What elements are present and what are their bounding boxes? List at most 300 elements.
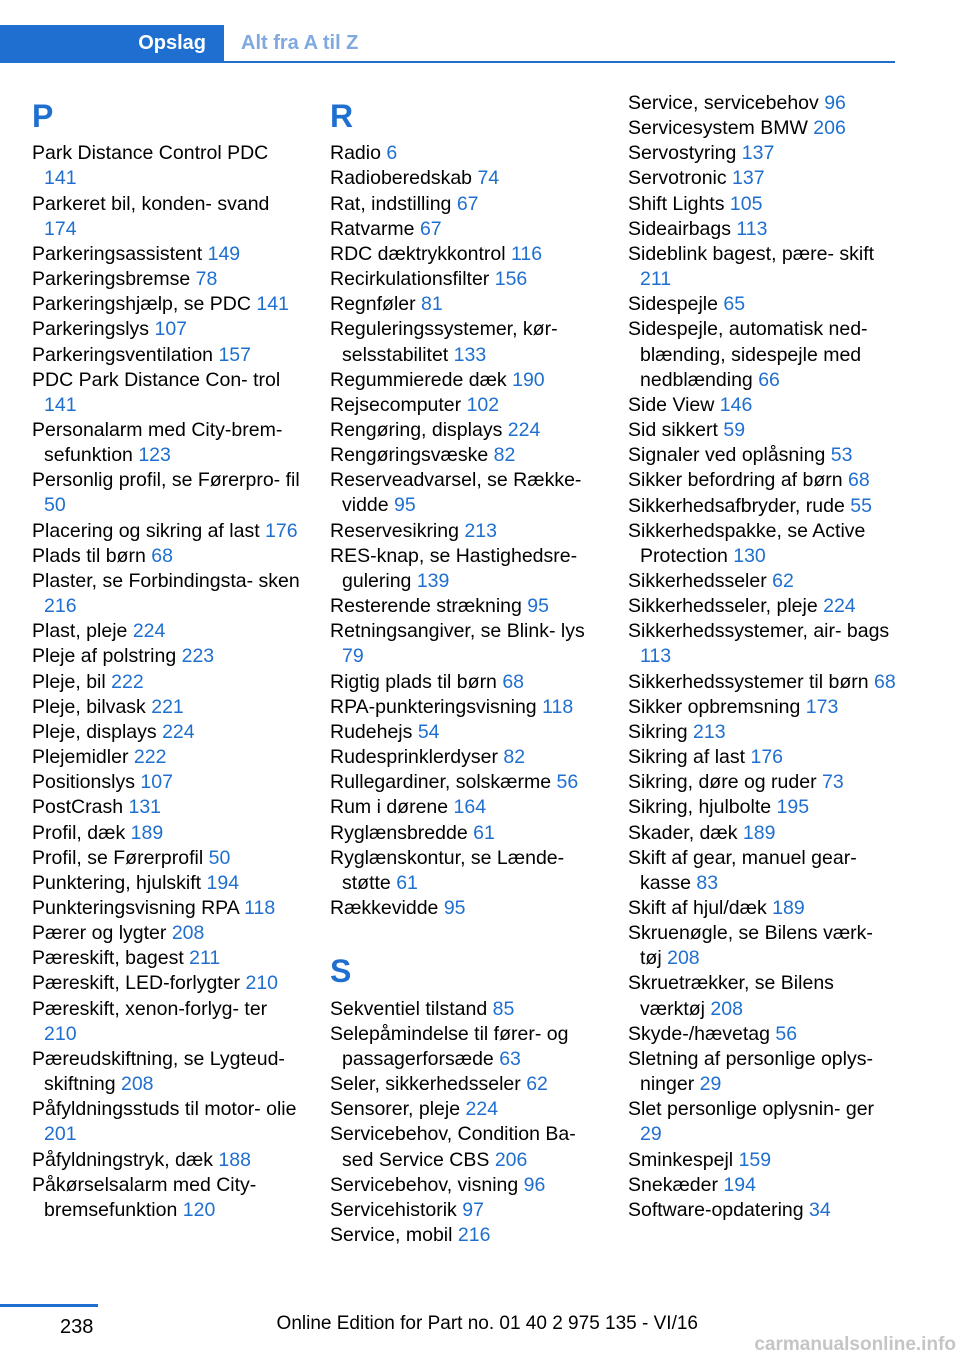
entry-text: Regnføler (330, 293, 416, 316)
page-link[interactable]: 216 (457, 1223, 491, 1246)
page-link[interactable]: 74 (477, 167, 500, 190)
entry-text: Profil, se Førerprofil (32, 846, 204, 869)
entry-text: Positionslys (32, 771, 135, 794)
index-entry (628, 745, 896, 770)
index-entry (330, 1198, 598, 1223)
entry-text: Rejsecomputer (330, 393, 462, 416)
page-link[interactable]: 123 (138, 444, 171, 467)
entry-text: Sideblink bagest, pære- skift (628, 242, 875, 265)
entry-text: Påkørselsalarm med City- bremsefunktion (32, 1173, 257, 1221)
entry-text: Pæreskift, xenon-forlyg- ter (32, 997, 268, 1020)
entry-text: Plast, pleje (32, 620, 128, 643)
index-entry (628, 91, 896, 116)
index-entry (32, 896, 300, 921)
entry-text: Sideairbags (628, 217, 731, 240)
index-entry (330, 770, 598, 795)
entry-text: Ratvarme (330, 217, 415, 240)
index-entry (32, 795, 300, 820)
entry-text: Signaler ved oplåsning (628, 444, 826, 467)
page-link[interactable]: 146 (719, 393, 753, 416)
entry-text: Sikker opbremsning (628, 695, 801, 718)
index-entry (628, 720, 896, 745)
page-link[interactable]: 211 (189, 947, 221, 970)
page-link[interactable]: 59 (723, 419, 746, 442)
index-column-1 (32, 91, 300, 1223)
page-link[interactable]: 62 (526, 1073, 548, 1096)
page-link[interactable]: 85 (492, 997, 515, 1020)
entry-text: Punktering, hjulskift (32, 871, 202, 894)
page-link[interactable]: 102 (466, 393, 500, 416)
entry-text: Punkteringsvisning RPA (32, 896, 239, 919)
index-column-3 (628, 91, 896, 1223)
page-link[interactable]: 216 (44, 595, 77, 618)
page-link[interactable]: 6 (386, 142, 398, 165)
entry-text: Retningsangiver, se Blink- lys (330, 620, 585, 643)
page-link[interactable]: 208 (667, 947, 700, 970)
index-entry (32, 1173, 300, 1223)
page-link[interactable]: 208 (171, 922, 205, 945)
index-entry (628, 1022, 896, 1047)
index-entry (628, 619, 896, 669)
entry-text: Servotronic (628, 167, 727, 190)
index-entry (32, 544, 300, 569)
page-link[interactable]: 73 (822, 771, 844, 794)
page-link[interactable]: 206 (813, 117, 846, 140)
page-link[interactable]: 189 (130, 821, 164, 844)
entry-text: Pleje af polstring (32, 645, 177, 668)
page-link[interactable]: 139 (416, 569, 450, 592)
page-link[interactable]: 67 (456, 192, 479, 215)
page-link[interactable]: 96 (824, 92, 846, 114)
entry-text: Personlig profil, se Førerpro- fil (32, 469, 300, 492)
index-entry (628, 1148, 896, 1173)
index-entry (628, 242, 896, 292)
entry-text: Sletning af personlige oplys- ninger (628, 1047, 873, 1096)
page-link[interactable]: 195 (776, 796, 810, 819)
index-entry (330, 1223, 598, 1248)
index-entry (628, 393, 896, 418)
entry-text: Påfyldningsstuds til motor- olie (32, 1098, 297, 1121)
page-link[interactable]: 95 (394, 494, 416, 517)
entry-text: Parkeringsventilation (32, 343, 214, 366)
entry-text: Sensorer, pleje (330, 1098, 461, 1121)
index-entry (628, 594, 896, 619)
page-link[interactable]: 63 (499, 1047, 521, 1070)
entry-text: Sidespejle (628, 293, 718, 316)
page-link[interactable]: 211 (640, 268, 672, 291)
entry-text: Selepåmindelse til fører- og passagerforsæde (330, 1022, 569, 1070)
index-entry (330, 192, 598, 217)
index-column-2 (330, 91, 598, 1248)
page-link[interactable]: 224 (132, 620, 166, 643)
entry-text: Rengøring, displays (330, 419, 503, 442)
index-entry (330, 821, 598, 846)
entry-text: Profil, dæk (32, 821, 126, 844)
page-link[interactable]: 157 (218, 343, 251, 366)
index-entry (330, 1097, 598, 1122)
index-entry (628, 921, 896, 971)
entry-text: Parkeringsassistent (32, 242, 203, 265)
entry-text: Ryglænskontur, se Lænde- støtte (330, 846, 565, 894)
index-entry (330, 795, 598, 820)
entry-text: Sid sikkert (628, 419, 718, 442)
entry-text: Sikring, døre og ruder (628, 771, 817, 794)
index-entry (330, 393, 598, 418)
index-entry (628, 217, 896, 242)
section-letter: S (330, 953, 352, 990)
entry-text: Rigtig plads til børn (330, 670, 497, 693)
section-letter: R (330, 98, 354, 134)
page-link[interactable]: 208 (710, 997, 743, 1020)
index-entry (628, 468, 896, 493)
page-link[interactable]: 224 (823, 595, 856, 618)
page-link[interactable]: 55 (850, 494, 872, 517)
page-link[interactable]: 222 (111, 670, 144, 693)
index-entry (330, 519, 598, 544)
page-link[interactable]: 95 (443, 896, 466, 919)
page-link[interactable]: 107 (154, 318, 188, 341)
entry-text: RES-knap, se Hastighedsre- gulering (330, 544, 578, 592)
index-entry (330, 997, 598, 1022)
footer-rule (0, 1304, 98, 1307)
entry-text: Servicehistorik (330, 1198, 457, 1221)
entry-text: Park Distance Control PDC (32, 142, 269, 165)
page-link[interactable]: 65 (723, 293, 746, 316)
index-entry (330, 896, 598, 921)
entry-text: Skyde-/hævetag (628, 1022, 770, 1045)
entry-text: Pærer og lygter (32, 922, 167, 945)
page-link[interactable]: 97 (462, 1198, 484, 1221)
page-link[interactable]: 29 (640, 1123, 662, 1146)
entry-text: Sikring af last (628, 746, 746, 769)
entry-text: Pæreskift, bagest (32, 947, 184, 970)
page-link[interactable]: 210 (44, 1022, 77, 1045)
page-link[interactable]: 208 (120, 1073, 154, 1096)
index-entry (628, 494, 896, 519)
page-header (0, 25, 895, 63)
index-entry (32, 821, 300, 846)
index-entry (330, 695, 598, 720)
entry-text: Rudehejs (330, 720, 413, 743)
page-link[interactable]: 156 (494, 268, 528, 291)
page-link[interactable]: 141 (44, 167, 77, 190)
page-link[interactable]: 56 (775, 1022, 798, 1045)
page-link[interactable]: 29 (699, 1073, 722, 1096)
entry-text: Parkeringslys (32, 318, 150, 341)
page-link[interactable]: 210 (245, 972, 279, 995)
page-link[interactable]: 224 (162, 720, 195, 743)
entry-text: Software-opdatering (628, 1198, 804, 1221)
page-link[interactable]: 67 (419, 217, 442, 240)
entry-text: Skruetrækker, se Bilens værktøj (628, 972, 834, 1020)
page-link[interactable]: 137 (741, 142, 775, 165)
index-entry (628, 192, 896, 217)
page-link[interactable]: 194 (723, 1173, 756, 1196)
entry-text: Påfyldningstryk, dæk (32, 1148, 213, 1171)
entry-text: Pleje, bilvask (32, 695, 146, 718)
entry-text: Pæreudskiftning, se Lygteud- skiftning (32, 1047, 285, 1096)
entry-text: Pleje, bil (32, 670, 106, 693)
page-link[interactable]: 81 (421, 293, 443, 316)
page-link[interactable]: 68 (151, 544, 173, 567)
entry-text: Slet personlige oplysnin- ger (628, 1098, 875, 1121)
page-link[interactable]: 224 (465, 1098, 499, 1121)
entry-text: Servicebehov, visning (330, 1173, 519, 1196)
page-link[interactable]: 137 (732, 167, 765, 190)
entry-text: Reguleringssystemer, kør- selsstabilitet (330, 318, 558, 366)
page-link[interactable]: 190 (512, 368, 545, 391)
index-entry (330, 141, 598, 166)
header-rule (0, 61, 895, 63)
page-link[interactable]: 82 (503, 746, 526, 769)
page-link[interactable]: 130 (733, 544, 766, 567)
entry-text: Snekæder (628, 1173, 718, 1196)
index-entry (628, 519, 896, 569)
page-link[interactable]: 95 (527, 595, 549, 618)
page-link[interactable]: 113 (736, 217, 768, 240)
index-entry (330, 242, 598, 267)
index-entry (32, 619, 300, 644)
page-link[interactable]: 176 (750, 746, 784, 769)
entry-text: Radio (330, 142, 381, 165)
section-letter: P (32, 98, 54, 134)
page-link[interactable]: 116 (510, 242, 543, 265)
index-entry (32, 1047, 300, 1097)
page-link[interactable]: 120 (182, 1198, 216, 1221)
page-link[interactable]: 50 (44, 494, 66, 517)
index-entry (628, 971, 896, 1021)
entry-text: Servostyring (628, 142, 737, 165)
page-link[interactable]: 213 (464, 519, 497, 542)
entry-text: Sikring (628, 720, 688, 743)
entry-text: Parkeringsbremse (32, 268, 191, 291)
entry-text: Rat, indstilling (330, 192, 452, 215)
page-link[interactable]: 222 (133, 746, 167, 769)
index-entry (32, 745, 300, 770)
entry-text: Sikkerhedssystemer, air- bags (628, 620, 890, 643)
index-entry (32, 946, 300, 971)
index-entry (628, 821, 896, 846)
page-link[interactable]: 223 (181, 645, 215, 668)
page-link[interactable]: 189 (742, 821, 776, 844)
index-entry (628, 443, 896, 468)
index-entry (32, 770, 300, 795)
index-entry (330, 619, 598, 669)
page-link[interactable]: 34 (809, 1198, 831, 1221)
index-entry (330, 1072, 598, 1097)
page-link[interactable]: 189 (772, 897, 805, 919)
page-link[interactable]: 188 (218, 1148, 251, 1171)
page-link[interactable]: 62 (772, 569, 794, 592)
edition-text: Online Edition for Part no. 01 40 2 975 135 - VI/16 (276, 1313, 698, 1334)
index-entry (628, 1173, 896, 1198)
index-entry (32, 871, 300, 896)
page-link[interactable]: 53 (830, 444, 853, 467)
entry-text: Servicesystem BMW (628, 117, 808, 140)
entry-text: Seler, sikkerhedsseler (330, 1073, 521, 1096)
page-link[interactable]: 54 (417, 720, 440, 743)
index-entry (330, 745, 598, 770)
page-link[interactable]: 61 (396, 871, 418, 894)
page-link[interactable]: 50 (208, 846, 231, 869)
index-entry (330, 217, 598, 242)
entry-text: Skader, dæk (628, 821, 738, 844)
page-link[interactable]: 141 (44, 393, 77, 416)
index-entry (628, 795, 896, 820)
page-link[interactable]: 96 (523, 1173, 546, 1196)
entry-text: Skruenøgle, se Bilens værk- tøj (628, 922, 873, 970)
entry-text: Resterende strækning (330, 595, 522, 618)
entry-text: Sminkespejl (628, 1148, 734, 1171)
index-entry (32, 267, 300, 292)
tab-alt-fra-a-til-z[interactable]: Alt fra A til Z (241, 32, 359, 54)
page-link[interactable]: 159 (738, 1148, 772, 1171)
index-entry (330, 1173, 598, 1198)
page-link[interactable]: 224 (507, 419, 541, 442)
entry-text: Radioberedskab (330, 167, 473, 190)
entry-text: Shift Lights (628, 192, 725, 215)
index-entry (330, 368, 598, 393)
page-link[interactable]: 107 (140, 771, 173, 794)
index-entry (32, 921, 300, 946)
index-entry (330, 1022, 598, 1072)
entry-text: Sekventiel tilstand (330, 997, 488, 1020)
page-link[interactable]: 105 (729, 192, 763, 215)
index-entry (32, 141, 300, 191)
entry-text: Skift af gear, manuel gear- kasse (628, 846, 857, 894)
page-link[interactable]: 133 (453, 343, 487, 366)
index-entry (330, 317, 598, 367)
index-entry (628, 770, 896, 795)
entry-text: Pæreskift, LED-forlygter (32, 972, 241, 995)
entry-text: Service, mobil (330, 1223, 453, 1246)
index-entry (628, 317, 896, 392)
page-link[interactable]: 68 (848, 469, 870, 492)
index-entry (628, 166, 896, 191)
index-entry (628, 670, 896, 695)
index-entry (32, 695, 300, 720)
page-link[interactable]: 66 (758, 368, 780, 391)
index-entry (628, 1047, 896, 1097)
entry-text: Servicebehov, Condition Ba- sed Service CBS (330, 1123, 576, 1171)
index-entry (628, 1198, 896, 1223)
index-entry (330, 594, 598, 619)
index-entry (330, 846, 598, 896)
page-link[interactable]: 68 (502, 670, 525, 693)
index-entry (628, 418, 896, 443)
index-entry (32, 1148, 300, 1173)
page-link[interactable]: 201 (44, 1123, 77, 1146)
entry-text: Recirkulationsfilter (330, 268, 490, 291)
index-entry (32, 1097, 300, 1147)
index-entry (32, 192, 300, 242)
index-entry (32, 720, 300, 745)
entry-text: Sikring, hjulbolte (628, 796, 772, 819)
index-entry (330, 267, 598, 292)
watermark: carmanualsonline.info (754, 1334, 956, 1355)
entry-text: Reservesikring (330, 519, 459, 542)
page-link[interactable]: 149 (207, 242, 241, 265)
page-link[interactable]: 61 (473, 821, 495, 844)
entry-text: Plads til børn (32, 544, 146, 567)
entry-text: Sikkerhedssystemer til børn (628, 670, 869, 693)
index-entry (32, 519, 300, 544)
index-entry (32, 670, 300, 695)
entry-text: PostCrash (32, 796, 124, 819)
index-entry (330, 670, 598, 695)
entry-text: Rækkevidde (330, 896, 439, 919)
entry-text: PDC Park Distance Con- trol (32, 368, 281, 391)
page-link[interactable]: 78 (195, 268, 218, 291)
index-entry (32, 368, 300, 418)
page-number: 238 (60, 1316, 94, 1338)
page-link[interactable]: 221 (151, 695, 184, 718)
index-entry (32, 846, 300, 871)
page-link[interactable]: 56 (556, 771, 579, 794)
page-link[interactable]: 113 (640, 645, 672, 668)
entry-text: Plejemidler (32, 746, 129, 769)
entry-text: Personalarm med City-brem- sefunktion (32, 419, 283, 467)
page-link[interactable]: 164 (453, 796, 487, 819)
page-link[interactable]: 131 (128, 796, 162, 819)
index-entry (330, 166, 598, 191)
page-link[interactable]: 141 (256, 293, 289, 316)
index-entry (330, 443, 598, 468)
entry-text: Parkeringshjælp, se PDC (32, 293, 251, 316)
entry-text: Plaster, se Forbindingsta- sken (32, 569, 300, 592)
page-link[interactable]: 118 (542, 695, 574, 718)
entry-text: Regummierede dæk (330, 368, 507, 391)
index-entry (32, 468, 300, 518)
page-link[interactable]: 82 (493, 444, 516, 467)
page-link[interactable]: 118 (244, 896, 276, 919)
entry-text: Sidespejle, automatisk ned- blænding, sidespejle med nedblænding (628, 318, 868, 391)
entry-text: Service, servicebehov (628, 92, 819, 114)
page-link[interactable]: 174 (44, 217, 77, 240)
index-entry (628, 695, 896, 720)
page-link[interactable]: 79 (342, 645, 364, 668)
page-link[interactable]: 194 (206, 871, 240, 894)
index-entry (32, 569, 300, 619)
tab-opslag[interactable]: Opslag (0, 25, 224, 63)
entry-text: Ryglænsbredde (330, 821, 468, 844)
index-entry (628, 292, 896, 317)
entry-text: Rum i dørene (330, 796, 449, 819)
index-entry (628, 116, 896, 141)
page-link[interactable]: 176 (265, 519, 298, 542)
entry-text: RPA-punkteringsvisning (330, 695, 537, 718)
index-entry (330, 418, 598, 443)
page-link[interactable]: 213 (693, 720, 726, 743)
index-entry (32, 644, 300, 669)
page-link[interactable]: 68 (874, 670, 896, 693)
index-entry (32, 242, 300, 267)
entry-text: Rudesprinklerdyser (330, 746, 498, 769)
index-entry (628, 896, 896, 921)
page-link[interactable]: 83 (696, 871, 719, 894)
index-entry (628, 569, 896, 594)
index-entry (32, 418, 300, 468)
page-link[interactable]: 173 (805, 695, 839, 718)
index-entry (628, 1097, 896, 1147)
entry-text: Sikkerhedspakke, se Active Protection (628, 519, 866, 567)
index-entry (32, 343, 300, 368)
index-entry (32, 292, 300, 317)
page-link[interactable]: 206 (494, 1148, 528, 1171)
index-entry (330, 292, 598, 317)
entry-text: Rengøringsvæske (330, 444, 489, 467)
index-entry (330, 468, 598, 518)
